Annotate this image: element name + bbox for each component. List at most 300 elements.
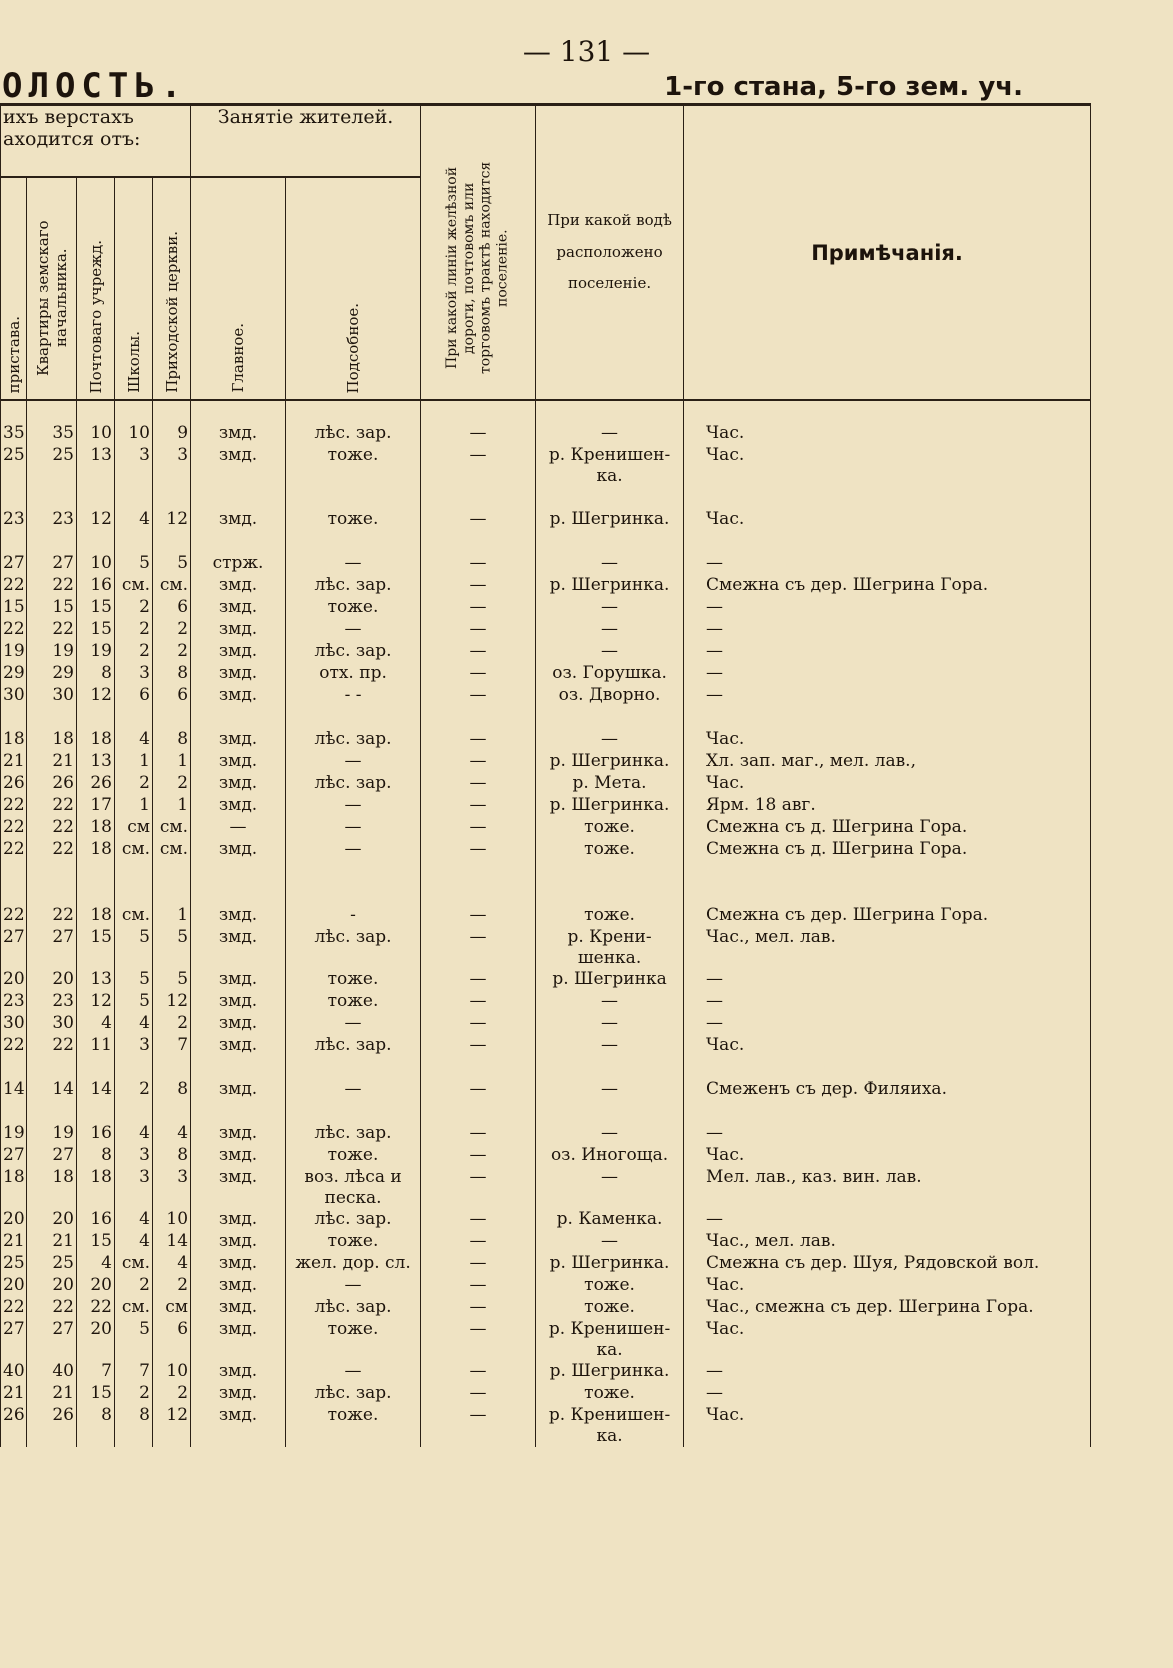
- cell-main: змд.: [191, 1383, 286, 1405]
- table-row: [1, 1297, 1091, 1319]
- table-row: [1, 1405, 1091, 1447]
- cell-railway: —: [421, 1297, 536, 1319]
- cell-school: 4: [115, 1013, 153, 1035]
- cell-pristav: 40: [1, 1361, 27, 1383]
- cell-pristav: 19: [1, 1123, 27, 1145]
- cell-aux: —: [286, 817, 421, 839]
- col-aux-header: Подсобное.: [286, 177, 421, 400]
- cell-zemsky: 23: [27, 991, 77, 1013]
- cell-notes: —: [684, 1209, 1091, 1231]
- cell-zemsky: 21: [27, 1383, 77, 1405]
- cell-post: 8: [77, 1405, 115, 1447]
- cell-water: оз. Дворно.: [536, 685, 684, 707]
- cell-aux: —: [286, 839, 421, 861]
- cell-pristav: 21: [1, 751, 27, 773]
- cell-notes: —: [684, 1383, 1091, 1405]
- cell-notes: —: [684, 641, 1091, 663]
- cell-notes: Смеженъ съ дер. Филяиха.: [684, 1079, 1091, 1101]
- cell-aux: —: [286, 1079, 421, 1101]
- cell-post: 4: [77, 1013, 115, 1035]
- cell-school: 4: [115, 509, 153, 531]
- cell-notes: —: [684, 597, 1091, 619]
- cell-zemsky: 29: [27, 663, 77, 685]
- cell-church: 3: [153, 445, 191, 487]
- table-body: [1, 400, 1091, 1447]
- cell-pristav: 23: [1, 991, 27, 1013]
- cell-zemsky: 25: [27, 1253, 77, 1275]
- cell-zemsky: 18: [27, 1167, 77, 1209]
- cell-main: змд.: [191, 509, 286, 531]
- cell-water: тоже.: [536, 1297, 684, 1319]
- cell-church: 6: [153, 1319, 191, 1361]
- cell-school: 3: [115, 663, 153, 685]
- cell-church: 6: [153, 597, 191, 619]
- table-row: [1, 685, 1091, 707]
- cell-school: 5: [115, 927, 153, 969]
- cell-post: 18: [77, 1167, 115, 1209]
- cell-zemsky: 19: [27, 1123, 77, 1145]
- cell-zemsky: 27: [27, 553, 77, 575]
- cell-church: см.: [153, 839, 191, 861]
- cell-church: 3: [153, 1167, 191, 1209]
- cell-main: —: [191, 817, 286, 839]
- cell-pristav: 22: [1, 1035, 27, 1057]
- cell-notes: Час., смежна съ дер. Шегрина Гора.: [684, 1297, 1091, 1319]
- table-row: [1, 1123, 1091, 1145]
- table-row: [1, 927, 1091, 969]
- cell-water: —: [536, 1231, 684, 1253]
- table-row: [1, 1079, 1091, 1101]
- cell-school: 3: [115, 1145, 153, 1167]
- cell-school: 4: [115, 1209, 153, 1231]
- cell-main: змд.: [191, 1297, 286, 1319]
- cell-school: 5: [115, 553, 153, 575]
- cell-aux: отх. пр.: [286, 663, 421, 685]
- cell-railway: —: [421, 1079, 536, 1101]
- cell-main: змд.: [191, 991, 286, 1013]
- cell-pristav: 27: [1, 1145, 27, 1167]
- cell-notes: Час., мел. лав.: [684, 927, 1091, 969]
- cell-main: змд.: [191, 1405, 286, 1447]
- cell-church: 7: [153, 1035, 191, 1057]
- cell-railway: —: [421, 905, 536, 927]
- cell-aux: тоже.: [286, 991, 421, 1013]
- cell-pristav: 18: [1, 729, 27, 751]
- cell-post: 18: [77, 839, 115, 861]
- cell-church: 10: [153, 1209, 191, 1231]
- cell-school: 2: [115, 1383, 153, 1405]
- table-row: [1, 553, 1091, 575]
- cell-zemsky: 22: [27, 575, 77, 597]
- cell-post: 20: [77, 1275, 115, 1297]
- settlements-table: [0, 103, 1091, 1447]
- group-distance-header: ихъ верстахъ аходится отъ:: [1, 105, 191, 178]
- cell-post: 12: [77, 509, 115, 531]
- table-row: [1, 1145, 1091, 1167]
- cell-water: —: [536, 729, 684, 751]
- cell-post: 13: [77, 969, 115, 991]
- cell-zemsky: 22: [27, 839, 77, 861]
- table-row: [1, 1209, 1091, 1231]
- cell-railway: —: [421, 1361, 536, 1383]
- spacer-row: [1, 1057, 1091, 1079]
- cell-aux: жел. дор. сл.: [286, 1253, 421, 1275]
- cell-railway: —: [421, 1253, 536, 1275]
- cell-water: тоже.: [536, 905, 684, 927]
- cell-zemsky: 26: [27, 1405, 77, 1447]
- cell-notes: Час.: [684, 1035, 1091, 1057]
- cell-school: 5: [115, 969, 153, 991]
- cell-school: см.: [115, 905, 153, 927]
- cell-railway: —: [421, 575, 536, 597]
- cell-pristav: 15: [1, 597, 27, 619]
- cell-zemsky: 20: [27, 969, 77, 991]
- cell-main: змд.: [191, 729, 286, 751]
- cell-zemsky: 26: [27, 773, 77, 795]
- cell-railway: —: [421, 751, 536, 773]
- cell-water: р. Шегринка.: [536, 795, 684, 817]
- cell-aux: тоже.: [286, 1319, 421, 1361]
- col-zemsky-header: Квартиры земскаго начальника.: [27, 177, 77, 400]
- cell-school: 5: [115, 991, 153, 1013]
- cell-aux: —: [286, 619, 421, 641]
- cell-church: 2: [153, 619, 191, 641]
- cell-railway: —: [421, 641, 536, 663]
- table-row: [1, 1383, 1091, 1405]
- table-row: [1, 1013, 1091, 1035]
- cell-pristav: 27: [1, 927, 27, 969]
- cell-main: змд.: [191, 423, 286, 445]
- cell-notes: Смежна съ д. Шегрина Гора.: [684, 839, 1091, 861]
- cell-railway: —: [421, 509, 536, 531]
- cell-railway: —: [421, 1035, 536, 1057]
- cell-railway: —: [421, 1013, 536, 1035]
- col-church-header: Приходской церкви.: [153, 177, 191, 400]
- cell-zemsky: 19: [27, 641, 77, 663]
- cell-water: р. Мета.: [536, 773, 684, 795]
- cell-railway: —: [421, 773, 536, 795]
- cell-water: —: [536, 619, 684, 641]
- cell-aux: —: [286, 553, 421, 575]
- cell-water: р. Шегринка.: [536, 1253, 684, 1275]
- cell-pristav: 30: [1, 1013, 27, 1035]
- cell-notes: —: [684, 1013, 1091, 1035]
- cell-main: змд.: [191, 927, 286, 969]
- cell-pristav: 20: [1, 969, 27, 991]
- cell-notes: Час.: [684, 423, 1091, 445]
- cell-aux: —: [286, 1361, 421, 1383]
- cell-post: 8: [77, 1145, 115, 1167]
- cell-pristav: 22: [1, 905, 27, 927]
- cell-zemsky: 30: [27, 1013, 77, 1035]
- header-volost: ОЛОСТЬ.: [2, 66, 188, 106]
- cell-zemsky: 22: [27, 1035, 77, 1057]
- cell-pristav: 35: [1, 423, 27, 445]
- cell-pristav: 29: [1, 663, 27, 685]
- cell-zemsky: 22: [27, 817, 77, 839]
- spacer-row: [1, 707, 1091, 729]
- cell-zemsky: 35: [27, 423, 77, 445]
- cell-pristav: 18: [1, 1167, 27, 1209]
- cell-zemsky: 22: [27, 795, 77, 817]
- cell-main: змд.: [191, 1275, 286, 1297]
- cell-school: см.: [115, 1253, 153, 1275]
- cell-post: 18: [77, 905, 115, 927]
- cell-post: 8: [77, 663, 115, 685]
- cell-zemsky: 20: [27, 1209, 77, 1231]
- cell-water: —: [536, 597, 684, 619]
- spacer-row: [1, 1101, 1091, 1123]
- cell-notes: Мел. лав., каз. вин. лав.: [684, 1167, 1091, 1209]
- cell-pristav: 27: [1, 553, 27, 575]
- spacer-row: [1, 531, 1091, 553]
- cell-railway: —: [421, 1405, 536, 1447]
- cell-school: 5: [115, 1319, 153, 1361]
- cell-railway: —: [421, 817, 536, 839]
- cell-church: 1: [153, 795, 191, 817]
- cell-church: 2: [153, 773, 191, 795]
- table-row: [1, 773, 1091, 795]
- cell-zemsky: 25: [27, 445, 77, 487]
- cell-pristav: 26: [1, 773, 27, 795]
- cell-railway: —: [421, 1231, 536, 1253]
- cell-school: 2: [115, 597, 153, 619]
- cell-zemsky: 27: [27, 1145, 77, 1167]
- group-occupation-header: Занятіе жителей.: [191, 105, 421, 178]
- cell-school: 6: [115, 685, 153, 707]
- table-row: [1, 575, 1091, 597]
- col-railway-header: При какой линіи желѣзной дороги, почтовомъ или торговомъ трактѣ находится поселеніе.: [421, 105, 536, 401]
- table-row: [1, 663, 1091, 685]
- cell-aux: воз. лѣса и песка.: [286, 1167, 421, 1209]
- cell-aux: лѣс. зар.: [286, 1209, 421, 1231]
- cell-post: 12: [77, 685, 115, 707]
- cell-notes: —: [684, 1123, 1091, 1145]
- cell-main: змд.: [191, 1145, 286, 1167]
- table-row: [1, 795, 1091, 817]
- cell-church: 10: [153, 1361, 191, 1383]
- cell-church: 8: [153, 1145, 191, 1167]
- cell-railway: —: [421, 1319, 536, 1361]
- cell-pristav: 22: [1, 1297, 27, 1319]
- cell-railway: —: [421, 1275, 536, 1297]
- cell-aux: лѣс. зар.: [286, 729, 421, 751]
- table-row: [1, 751, 1091, 773]
- cell-main: змд.: [191, 1079, 286, 1101]
- cell-school: 8: [115, 1405, 153, 1447]
- cell-aux: лѣс. зар.: [286, 1297, 421, 1319]
- cell-post: 15: [77, 927, 115, 969]
- cell-main: змд.: [191, 641, 286, 663]
- cell-main: змд.: [191, 773, 286, 795]
- cell-post: 15: [77, 1231, 115, 1253]
- cell-pristav: 14: [1, 1079, 27, 1101]
- cell-post: 18: [77, 729, 115, 751]
- cell-railway: —: [421, 685, 536, 707]
- cell-railway: —: [421, 839, 536, 861]
- cell-aux: —: [286, 1275, 421, 1297]
- cell-aux: лѣс. зар.: [286, 1383, 421, 1405]
- table-row: [1, 1253, 1091, 1275]
- cell-zemsky: 22: [27, 1297, 77, 1319]
- cell-main: змд.: [191, 1035, 286, 1057]
- cell-school: см.: [115, 839, 153, 861]
- cell-pristav: 22: [1, 817, 27, 839]
- cell-pristav: 23: [1, 509, 27, 531]
- cell-water: р. Шегринка.: [536, 751, 684, 773]
- cell-aux: тоже.: [286, 969, 421, 991]
- cell-water: р. Шегринка: [536, 969, 684, 991]
- table-row: [1, 839, 1091, 861]
- cell-railway: —: [421, 423, 536, 445]
- cell-main: змд.: [191, 685, 286, 707]
- spacer-row: [1, 861, 1091, 883]
- cell-railway: —: [421, 1167, 536, 1209]
- cell-school: 1: [115, 751, 153, 773]
- cell-post: 20: [77, 1319, 115, 1361]
- cell-school: 2: [115, 619, 153, 641]
- cell-aux: тоже.: [286, 1405, 421, 1447]
- cell-railway: —: [421, 927, 536, 969]
- cell-notes: —: [684, 1361, 1091, 1383]
- cell-notes: Час.: [684, 729, 1091, 751]
- cell-post: 19: [77, 641, 115, 663]
- cell-railway: —: [421, 795, 536, 817]
- cell-water: р. Каменка.: [536, 1209, 684, 1231]
- cell-church: 8: [153, 663, 191, 685]
- cell-aux: лѣс. зар.: [286, 773, 421, 795]
- cell-church: 1: [153, 751, 191, 773]
- cell-school: 2: [115, 641, 153, 663]
- cell-aux: лѣс. зар.: [286, 575, 421, 597]
- cell-water: р. Кренишен-ка.: [536, 1319, 684, 1361]
- cell-zemsky: 15: [27, 597, 77, 619]
- cell-main: змд.: [191, 905, 286, 927]
- cell-aux: —: [286, 795, 421, 817]
- cell-post: 26: [77, 773, 115, 795]
- table-row: [1, 1361, 1091, 1383]
- cell-water: тоже.: [536, 1383, 684, 1405]
- table-row: [1, 905, 1091, 927]
- cell-school: 3: [115, 1167, 153, 1209]
- cell-aux: тоже.: [286, 509, 421, 531]
- table-row: [1, 619, 1091, 641]
- cell-church: 5: [153, 969, 191, 991]
- cell-school: 3: [115, 1035, 153, 1057]
- cell-school: см.: [115, 1297, 153, 1319]
- cell-post: 16: [77, 1209, 115, 1231]
- cell-water: —: [536, 641, 684, 663]
- cell-main: змд.: [191, 1013, 286, 1035]
- col-post-header: Почтоваго учрежд.: [77, 177, 115, 400]
- table-row: [1, 1231, 1091, 1253]
- table-row: [1, 509, 1091, 531]
- cell-water: р. Кренишен-ка.: [536, 445, 684, 487]
- cell-railway: —: [421, 597, 536, 619]
- cell-church: 2: [153, 1383, 191, 1405]
- cell-water: —: [536, 553, 684, 575]
- cell-water: тоже.: [536, 839, 684, 861]
- cell-pristav: 20: [1, 1275, 27, 1297]
- cell-school: 2: [115, 1079, 153, 1101]
- cell-zemsky: 22: [27, 619, 77, 641]
- cell-notes: Смежна съ д. Шегрина Гора.: [684, 817, 1091, 839]
- cell-notes: Час.: [684, 1319, 1091, 1361]
- cell-pristav: 21: [1, 1383, 27, 1405]
- cell-post: 17: [77, 795, 115, 817]
- cell-notes: Час.: [684, 1405, 1091, 1447]
- cell-school: 2: [115, 1275, 153, 1297]
- cell-post: 16: [77, 1123, 115, 1145]
- cell-church: 8: [153, 1079, 191, 1101]
- table-row: [1, 729, 1091, 751]
- cell-post: 11: [77, 1035, 115, 1057]
- cell-zemsky: 30: [27, 685, 77, 707]
- cell-church: 14: [153, 1231, 191, 1253]
- cell-pristav: 21: [1, 1231, 27, 1253]
- cell-main: змд.: [191, 1319, 286, 1361]
- cell-post: 4: [77, 1253, 115, 1275]
- cell-notes: —: [684, 991, 1091, 1013]
- cell-notes: Смежна съ дер. Шегрина Гора.: [684, 575, 1091, 597]
- cell-zemsky: 22: [27, 905, 77, 927]
- cell-pristav: 22: [1, 619, 27, 641]
- table-row: [1, 641, 1091, 663]
- page-number: — 131 —: [522, 35, 651, 68]
- cell-railway: —: [421, 991, 536, 1013]
- table-row: [1, 969, 1091, 991]
- cell-pristav: 22: [1, 839, 27, 861]
- cell-church: 2: [153, 641, 191, 663]
- cell-main: змд.: [191, 1167, 286, 1209]
- cell-notes: Час.: [684, 1145, 1091, 1167]
- cell-school: 4: [115, 729, 153, 751]
- cell-zemsky: 21: [27, 751, 77, 773]
- cell-post: 10: [77, 553, 115, 575]
- cell-water: р. Крени-шенка.: [536, 927, 684, 969]
- cell-church: 12: [153, 509, 191, 531]
- cell-main: змд.: [191, 1209, 286, 1231]
- cell-post: 15: [77, 619, 115, 641]
- cell-post: 15: [77, 597, 115, 619]
- cell-notes: —: [684, 619, 1091, 641]
- cell-main: змд.: [191, 597, 286, 619]
- col-pristav-header: пристава.: [1, 177, 27, 400]
- cell-water: —: [536, 1035, 684, 1057]
- header-stan: 1-го стана, 5-го зем. уч.: [664, 72, 1023, 102]
- cell-notes: Час.: [684, 509, 1091, 531]
- cell-railway: —: [421, 445, 536, 487]
- cell-notes: —: [684, 685, 1091, 707]
- cell-railway: —: [421, 729, 536, 751]
- cell-church: 9: [153, 423, 191, 445]
- cell-main: змд.: [191, 795, 286, 817]
- cell-school: см: [115, 817, 153, 839]
- cell-railway: —: [421, 553, 536, 575]
- cell-aux: тоже.: [286, 1145, 421, 1167]
- cell-aux: лѣс. зар.: [286, 423, 421, 445]
- cell-church: 5: [153, 927, 191, 969]
- cell-church: 4: [153, 1123, 191, 1145]
- cell-water: р. Кренишен-ка.: [536, 1405, 684, 1447]
- cell-main: змд.: [191, 575, 286, 597]
- cell-post: 13: [77, 751, 115, 773]
- cell-notes: —: [684, 969, 1091, 991]
- cell-water: —: [536, 1079, 684, 1101]
- cell-notes: Час.: [684, 1275, 1091, 1297]
- cell-notes: —: [684, 663, 1091, 685]
- cell-post: 18: [77, 817, 115, 839]
